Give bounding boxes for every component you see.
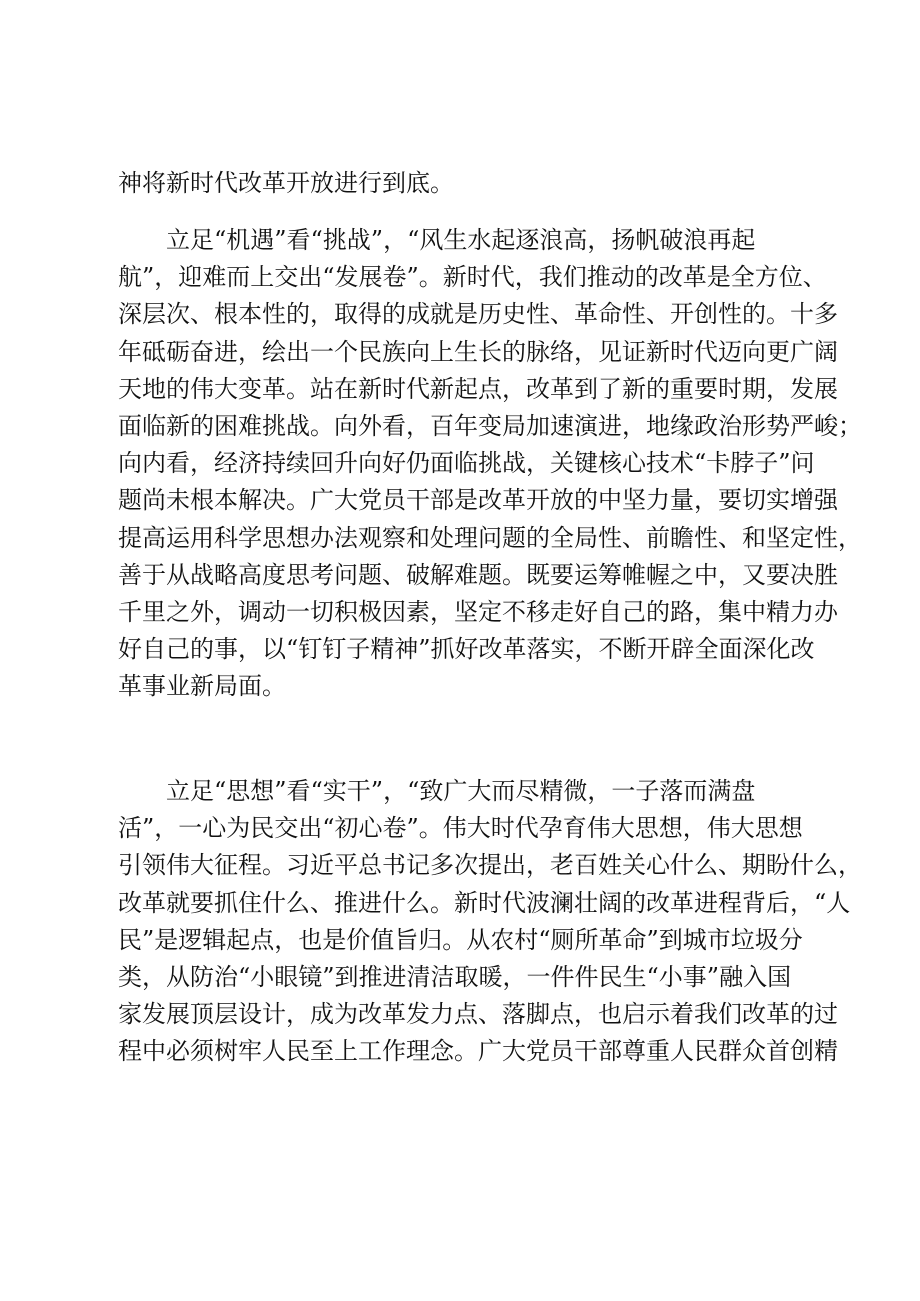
text-line: 立足“思想”看“实干”，“致广大而尽精微，一子落而满盘 [166, 777, 756, 805]
text-line: 年砥砺奋进，绘出一个民族向上生长的脉络，见证新时代迈向更广阔 [118, 337, 838, 366]
text-line: 民”是逻辑起点，也是价值旨归。从农村“厕所革命”到城市垃圾分 [118, 925, 803, 954]
text-line: 程中必须树牢人民至上工作理念。广大党员干部尊重人民群众首创精 [118, 1037, 838, 1066]
text-line: 天地的伟大变革。站在新时代新起点，改革到了新的重要时期，发展 [118, 374, 838, 403]
text-line: 提高运用科学思想办法观察和处理问题的全局性、前瞻性、和坚定性， [118, 523, 862, 552]
text-line: 神将新时代改革开放进行到底。 [118, 169, 454, 197]
text-line: 深层次、根本性的，取得的成就是历史性、革命性、开创性的。十多 [118, 300, 838, 329]
text-line: 改革就要抓住什么、推进什么。新时代波澜壮阔的改革进程背后，“人 [118, 888, 851, 917]
text-line: 善于从战略高度思考问题、破解难题。既要运筹帷幄之中，又要决胜 [118, 560, 838, 589]
text-line: 向内看，经济持续回升向好仍面临挑战，关键核心技术“卡脖子”问 [118, 449, 815, 478]
text-line: 活”，一心为民交出“初心卷”。伟大时代孕育伟大思想，伟大思想 [118, 814, 803, 843]
text-line: 题尚未根本解决。广大党员干部是改革开放的中坚力量，要切实增强 [118, 486, 838, 515]
text-line: 面临新的困难挑战。向外看，百年变局加速演进，地缘政治形势严峻； [118, 411, 862, 440]
text-line: 革事业新局面。 [118, 672, 286, 701]
text-line: 航”，迎难而上交出“发展卷”。新时代，我们推动的改革是全方位、 [118, 263, 827, 292]
paragraph-development [118, 222, 862, 705]
text-line: 千里之外，调动一切积极因素，坚定不移走好自己的路，集中精力办 [118, 597, 838, 626]
paragraph-people [118, 773, 862, 1071]
text-line: 家发展顶层设计，成为改革发力点、落脚点，也启示着我们改革的过 [118, 1000, 838, 1029]
text-line: 好自己的事，以“钉钉子精神”抓好改革落实，不断开辟全面深化改 [118, 635, 815, 664]
text-line: 引领伟大征程。习近平总书记多次提出，老百姓关心什么、期盼什么， [118, 851, 862, 880]
text-line: 类，从防治“小眼镜”到推进清洁取暖，一件件民生“小事”融入国 [118, 962, 792, 991]
paragraph-continuation [118, 165, 822, 202]
text-line: 立足“机遇”看“挑战”，“风生水起逐浪高，扬帆破浪再起 [166, 226, 756, 254]
